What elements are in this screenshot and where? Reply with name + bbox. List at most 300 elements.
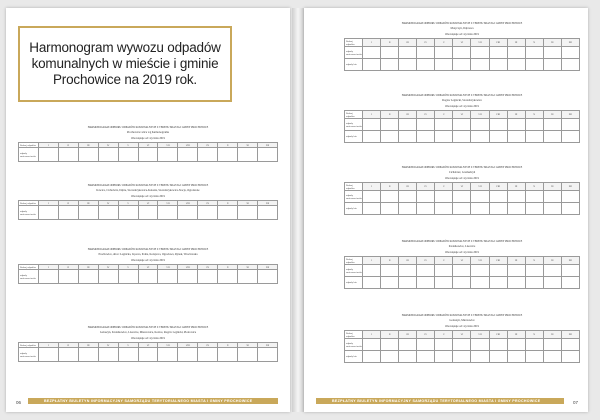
month-cell: III — [78, 265, 98, 270]
table-cell — [118, 206, 138, 220]
table-cell — [218, 206, 238, 220]
table-cell — [363, 339, 381, 351]
month-cell: V — [118, 143, 138, 148]
month-cell: VIII — [489, 257, 507, 265]
table-cell — [561, 339, 579, 351]
table-cell — [399, 131, 417, 143]
table-cell — [381, 265, 399, 277]
schedule-table — [18, 200, 278, 220]
table-cell — [399, 47, 417, 59]
schedule-table — [344, 110, 580, 143]
schedule-towns: Cichobórz, Gromadzyń — [448, 171, 476, 175]
table-cell — [453, 119, 471, 131]
month-cell: X — [525, 183, 543, 191]
schedule-block-8 — [344, 240, 580, 289]
schedule-block-3 — [18, 248, 278, 284]
table-cell — [138, 148, 158, 162]
table-cell — [435, 351, 453, 363]
table-cell — [399, 277, 417, 289]
schedule-subheader: Obowiązuje od: stycznia 2019 — [445, 104, 479, 108]
month-cell: III — [78, 143, 98, 148]
schedule-table — [344, 182, 580, 215]
month-cell: II — [381, 183, 399, 191]
month-cell: XI — [238, 343, 258, 348]
left-page — [6, 8, 290, 412]
table-cell — [58, 148, 78, 162]
month-cell: II — [381, 257, 399, 265]
month-cell: VIII — [489, 183, 507, 191]
month-cell: VIII — [178, 143, 198, 148]
table-cell — [78, 206, 98, 220]
month-cell: VI — [453, 257, 471, 265]
month-cell: X — [218, 265, 238, 270]
schedule-header: HARMONOGRAM ODBIORU ODPADÓW KOMUNALNYCH Z TERENU MIASTA I GMINY PROCHOWICE — [401, 94, 523, 97]
table-cell — [525, 131, 543, 143]
month-cell: IX — [198, 265, 218, 270]
schedule-towns: Rogów Legnicki, Szczedrzykowice — [442, 99, 482, 103]
row-label: odpady zmieszane/suche — [345, 47, 363, 59]
schedule-towns: Golaszyn, Mierzowice — [449, 319, 475, 323]
table-cell — [543, 131, 561, 143]
table-cell — [561, 131, 579, 143]
month-cell: IX — [507, 257, 525, 265]
table-cell — [417, 203, 435, 215]
table-cell — [489, 59, 507, 71]
schedule-subheader: Obowiązuje od: stycznia 2019 — [131, 258, 165, 262]
table-cell — [399, 191, 417, 203]
schedule-subheader: Obowiązuje od: stycznia 2019 — [445, 32, 479, 36]
month-cell: VII — [471, 39, 489, 47]
table-cell — [417, 119, 435, 131]
month-cell: IX — [507, 111, 525, 119]
table-cell — [363, 59, 381, 71]
table-cell — [453, 203, 471, 215]
table-cell — [507, 119, 525, 131]
table-cell — [561, 59, 579, 71]
table-cell — [381, 351, 399, 363]
table-cell — [507, 191, 525, 203]
schedule-subheader: Obowiązuje od: stycznia 2019 — [445, 324, 479, 328]
schedule-table — [344, 38, 580, 71]
row-label: odpady zmieszane/suche — [345, 191, 363, 203]
month-cell: V — [435, 331, 453, 339]
month-cell: I — [363, 111, 381, 119]
table-cell — [158, 270, 178, 284]
schedule-header: HARMONOGRAM ODBIORU ODPADÓW KOMUNALNYCH Z TERENU MIASTA I GMINY PROCHOWICE — [401, 22, 523, 25]
table-cell — [363, 277, 381, 289]
table-cell — [238, 148, 258, 162]
month-cell: VIII — [489, 331, 507, 339]
month-cell: X — [218, 201, 238, 206]
row-label: odpady zmieszane/suche — [19, 148, 39, 162]
table-cell — [258, 348, 278, 362]
month-cell: X — [218, 343, 238, 348]
table-cell — [507, 351, 525, 363]
footer-text: BEZPŁATNY BIULETYN INFORMACYJNY SAMORZĄDU TERYTORIALNEGO MIASTA I GMINY PROCHOWICE — [332, 398, 541, 403]
schedule-subheader: Obowiązuje od: stycznia 2019 — [131, 194, 165, 198]
table-cell — [471, 59, 489, 71]
table-cell — [363, 131, 381, 143]
month-cell: V — [435, 183, 453, 191]
row-label: Rodzaj odpadów — [345, 111, 363, 119]
schedule-towns: Prochowice: ulice wg harmonogramu — [126, 131, 170, 135]
schedule-header: HARMONOGRAM ODBIORU ODPADÓW KOMUNALNYCH Z TERENU MIASTA I GMINY PROCHOWICE — [87, 326, 209, 329]
table-cell — [435, 203, 453, 215]
table-cell — [489, 265, 507, 277]
table-cell — [561, 203, 579, 215]
table-cell — [435, 191, 453, 203]
table-cell — [489, 47, 507, 59]
table-cell — [238, 348, 258, 362]
month-cell: III — [78, 201, 98, 206]
table-cell — [561, 47, 579, 59]
table-cell — [507, 203, 525, 215]
schedule-block-6 — [344, 94, 580, 143]
schedule-header: HARMONOGRAM ODBIORU ODPADÓW KOMUNALNYCH Z TERENU MIASTA I GMINY PROCHOWICE — [401, 240, 523, 243]
table-cell — [471, 277, 489, 289]
month-cell: VII — [471, 331, 489, 339]
month-cell: IV — [417, 257, 435, 265]
row-label: odpady bio — [345, 351, 363, 363]
table-cell — [471, 119, 489, 131]
table-cell — [98, 148, 118, 162]
table-cell — [561, 119, 579, 131]
schedule-table — [18, 342, 278, 362]
table-cell — [381, 119, 399, 131]
table-cell — [543, 265, 561, 277]
month-cell: X — [525, 331, 543, 339]
month-cell: XII — [258, 201, 278, 206]
month-cell: VIII — [489, 39, 507, 47]
table-cell — [489, 203, 507, 215]
table-cell — [98, 206, 118, 220]
schedule-towns: Prochowice, ulice: Legnicka, Lipowa, Polna, Kolejowa, Ogrodowa, Rynek, Wrocławska — [98, 253, 198, 257]
month-cell: III — [399, 331, 417, 339]
table-cell — [471, 203, 489, 215]
month-cell: I — [363, 39, 381, 47]
table-cell — [453, 265, 471, 277]
schedule-block-7 — [344, 166, 580, 215]
table-cell — [399, 203, 417, 215]
month-cell: X — [525, 257, 543, 265]
month-cell: IV — [417, 183, 435, 191]
table-cell — [363, 119, 381, 131]
month-cell: IX — [198, 143, 218, 148]
page-number: 07 — [572, 400, 578, 405]
month-cell: IV — [98, 343, 118, 348]
table-cell — [435, 59, 453, 71]
row-label: odpady bio — [345, 203, 363, 215]
table-cell — [561, 191, 579, 203]
table-cell — [178, 270, 198, 284]
table-cell — [98, 348, 118, 362]
table-cell — [198, 348, 218, 362]
table-cell — [118, 348, 138, 362]
month-cell: VI — [138, 343, 158, 348]
schedule-table — [344, 330, 580, 363]
table-cell — [38, 206, 58, 220]
table-cell — [198, 206, 218, 220]
schedule-subheader: Obowiązuje od: stycznia 2019 — [131, 336, 165, 340]
month-cell: VI — [138, 143, 158, 148]
table-cell — [435, 277, 453, 289]
table-cell — [471, 339, 489, 351]
table-cell — [561, 351, 579, 363]
month-cell: XII — [561, 257, 579, 265]
table-cell — [453, 131, 471, 143]
table-cell — [489, 351, 507, 363]
month-cell: VII — [158, 265, 178, 270]
table-cell — [218, 348, 238, 362]
table-cell — [238, 270, 258, 284]
table-cell — [198, 148, 218, 162]
month-cell: XI — [238, 201, 258, 206]
month-cell: XII — [258, 143, 278, 148]
schedule-table — [18, 142, 278, 162]
month-cell: XI — [238, 265, 258, 270]
month-cell: VIII — [489, 111, 507, 119]
table-cell — [525, 191, 543, 203]
table-cell — [363, 265, 381, 277]
month-cell: II — [58, 201, 78, 206]
table-cell — [453, 277, 471, 289]
schedule-subheader: Obowiązuje od: stycznia 2019 — [445, 176, 479, 180]
month-cell: V — [435, 39, 453, 47]
table-cell — [138, 270, 158, 284]
month-cell: II — [381, 39, 399, 47]
row-label: odpady zmieszane/suche — [345, 339, 363, 351]
table-cell — [363, 191, 381, 203]
month-cell: VII — [158, 201, 178, 206]
table-cell — [98, 270, 118, 284]
table-cell — [258, 270, 278, 284]
month-cell: VII — [158, 343, 178, 348]
month-cell: II — [58, 143, 78, 148]
month-cell: XI — [543, 111, 561, 119]
table-cell — [543, 59, 561, 71]
table-cell — [471, 131, 489, 143]
table-cell — [489, 339, 507, 351]
month-cell: I — [38, 201, 58, 206]
schedule-block-5 — [344, 22, 580, 71]
table-cell — [399, 119, 417, 131]
table-cell — [507, 339, 525, 351]
table-cell — [489, 191, 507, 203]
month-cell: VI — [453, 331, 471, 339]
month-cell: II — [58, 343, 78, 348]
month-cell: VI — [453, 183, 471, 191]
table-cell — [435, 339, 453, 351]
table-cell — [58, 348, 78, 362]
table-cell — [471, 47, 489, 59]
table-cell — [158, 148, 178, 162]
month-cell: VII — [471, 183, 489, 191]
month-cell: IX — [507, 39, 525, 47]
row-label: Rodzaj odpadów — [345, 39, 363, 47]
table-cell — [543, 191, 561, 203]
month-cell: X — [525, 39, 543, 47]
schedule-subheader: Obowiązuje od: stycznia 2019 — [445, 250, 479, 254]
table-cell — [381, 191, 399, 203]
table-cell — [178, 206, 198, 220]
table-cell — [417, 277, 435, 289]
table-cell — [381, 59, 399, 71]
table-cell — [543, 47, 561, 59]
row-label: odpady zmieszane/suche — [19, 206, 39, 220]
month-cell: X — [525, 111, 543, 119]
month-cell: VI — [453, 111, 471, 119]
schedule-table — [18, 264, 278, 284]
table-cell — [38, 270, 58, 284]
month-cell: III — [399, 111, 417, 119]
table-cell — [399, 351, 417, 363]
table-cell — [258, 148, 278, 162]
book-gutter — [292, 8, 304, 412]
page-number: 06 — [16, 400, 22, 405]
month-cell: I — [38, 143, 58, 148]
table-cell — [158, 206, 178, 220]
row-label: Rodzaj odpadów — [345, 183, 363, 191]
schedule-table — [344, 256, 580, 289]
table-cell — [178, 348, 198, 362]
table-cell — [525, 265, 543, 277]
month-cell: I — [363, 331, 381, 339]
table-cell — [543, 277, 561, 289]
table-cell — [138, 206, 158, 220]
month-cell: VI — [138, 201, 158, 206]
table-cell — [435, 131, 453, 143]
schedule-header: HARMONOGRAM ODBIORU ODPADÓW KOMUNALNYCH Z TERENU MIASTA I GMINY PROCHOWICE — [401, 314, 523, 317]
table-cell — [525, 119, 543, 131]
month-cell: XII — [561, 111, 579, 119]
month-cell: II — [58, 265, 78, 270]
table-cell — [417, 191, 435, 203]
table-cell — [489, 277, 507, 289]
table-cell — [417, 59, 435, 71]
schedule-towns: Kawice, Cichobórz, Dąbie, Szczedrzykowice-Kolonia, Szczedrzykowice-Stacja, Ogrodzone — [96, 189, 200, 193]
row-label: Rodzaj odpadów — [19, 201, 39, 206]
table-cell — [78, 270, 98, 284]
month-cell: X — [218, 143, 238, 148]
month-cell: IV — [417, 331, 435, 339]
month-cell: XII — [258, 265, 278, 270]
table-cell — [435, 265, 453, 277]
table-cell — [417, 339, 435, 351]
table-cell — [453, 351, 471, 363]
title-box — [18, 26, 232, 102]
table-cell — [417, 47, 435, 59]
row-label: odpady bio — [345, 59, 363, 71]
month-cell: VII — [471, 257, 489, 265]
month-cell: XI — [543, 183, 561, 191]
right-page — [304, 8, 588, 412]
month-cell: V — [118, 265, 138, 270]
row-label: odpady zmieszane/suche — [19, 270, 39, 284]
row-label: odpady zmieszane/suche — [345, 119, 363, 131]
footer-bar — [28, 398, 278, 404]
month-cell: I — [363, 257, 381, 265]
month-cell: V — [118, 343, 138, 348]
month-cell: V — [118, 201, 138, 206]
month-cell: III — [399, 183, 417, 191]
schedule-towns: Golaszyn, Kwiatkowice, Lisowice, Mierzowice, Kozice, Rogów Legnicki, Piotrowice — [99, 331, 197, 335]
table-cell — [138, 348, 158, 362]
table-cell — [38, 348, 58, 362]
month-cell: IV — [417, 39, 435, 47]
row-label: Rodzaj odpadów — [345, 257, 363, 265]
month-cell: VIII — [178, 201, 198, 206]
table-cell — [78, 348, 98, 362]
table-cell — [507, 59, 525, 71]
table-cell — [435, 119, 453, 131]
schedule-towns: Kwiatkowice, Lisowice — [448, 245, 476, 249]
table-cell — [178, 148, 198, 162]
table-cell — [471, 265, 489, 277]
month-cell: II — [381, 331, 399, 339]
table-cell — [543, 119, 561, 131]
month-cell: IX — [507, 331, 525, 339]
table-cell — [525, 351, 543, 363]
schedule-header: HARMONOGRAM ODBIORU ODPADÓW KOMUNALNYCH Z TERENU MIASTA I GMINY PROCHOWICE — [87, 248, 209, 251]
schedule-subheader: Obowiązuje od: stycznia 2019 — [131, 136, 165, 140]
table-cell — [471, 351, 489, 363]
table-cell — [417, 265, 435, 277]
row-label: odpady zmieszane/suche — [345, 265, 363, 277]
month-cell: III — [399, 257, 417, 265]
month-cell: IX — [198, 201, 218, 206]
row-label: Rodzaj odpadów — [19, 143, 39, 148]
table-cell — [238, 206, 258, 220]
month-cell: VII — [471, 111, 489, 119]
month-cell: V — [435, 111, 453, 119]
table-cell — [381, 131, 399, 143]
table-cell — [198, 270, 218, 284]
table-cell — [543, 203, 561, 215]
table-cell — [363, 203, 381, 215]
row-label: Rodzaj odpadów — [19, 343, 39, 348]
table-cell — [507, 47, 525, 59]
table-cell — [78, 148, 98, 162]
table-cell — [218, 148, 238, 162]
table-cell — [118, 270, 138, 284]
table-cell — [489, 131, 507, 143]
table-cell — [525, 339, 543, 351]
row-label: odpady bio — [345, 277, 363, 289]
table-cell — [525, 59, 543, 71]
schedule-block-9 — [344, 314, 580, 363]
table-cell — [453, 339, 471, 351]
schedule-block-2 — [18, 184, 278, 220]
month-cell: XII — [258, 343, 278, 348]
month-cell: III — [78, 343, 98, 348]
table-cell — [435, 47, 453, 59]
month-cell: V — [435, 257, 453, 265]
row-label: odpady bio — [345, 131, 363, 143]
table-cell — [489, 119, 507, 131]
month-cell: XI — [543, 331, 561, 339]
month-cell: IV — [417, 111, 435, 119]
schedule-header: HARMONOGRAM ODBIORU ODPADÓW KOMUNALNYCH Z TERENU MIASTA I GMINY PROCHOWICE — [401, 166, 523, 169]
schedule-header: HARMONOGRAM ODBIORU ODPADÓW KOMUNALNYCH Z TERENU MIASTA I GMINY PROCHOWICE — [87, 184, 209, 187]
table-cell — [381, 339, 399, 351]
month-cell: XII — [561, 39, 579, 47]
schedule-towns: Motyczyn, Dąbrowa — [450, 27, 474, 31]
table-cell — [453, 47, 471, 59]
month-cell: IV — [98, 201, 118, 206]
month-cell: XI — [543, 257, 561, 265]
month-cell: XI — [543, 39, 561, 47]
table-cell — [525, 47, 543, 59]
